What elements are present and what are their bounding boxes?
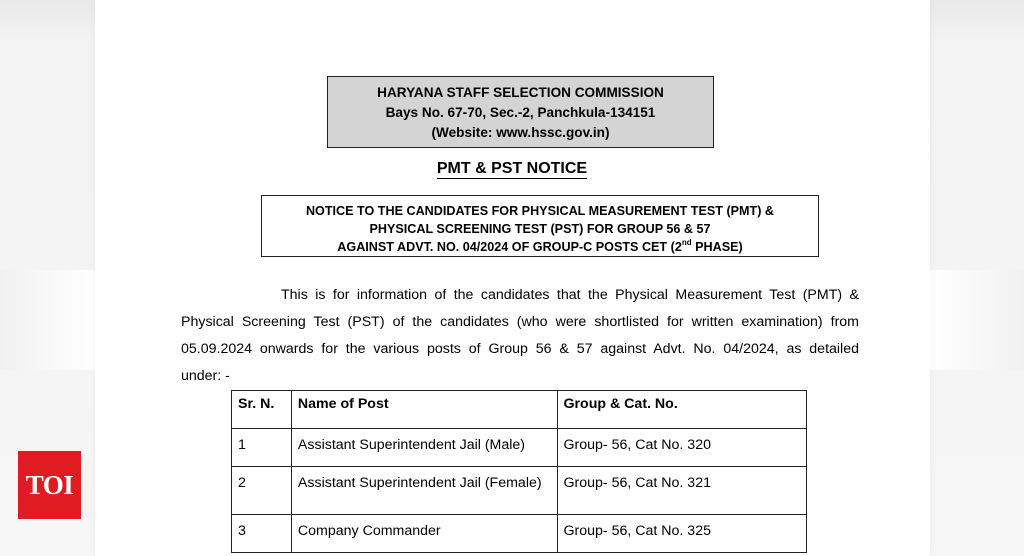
commission-name: HARYANA STAFF SELECTION COMMISSION	[377, 85, 664, 100]
paragraph-line-2: Physical Screening Test (PST) of the candidates (who were shortlisted for written examination) from	[181, 314, 859, 330]
cell-post: Company Commander	[291, 515, 557, 553]
table-header-row	[232, 391, 807, 429]
cell-sr: 3	[232, 515, 292, 553]
right-shadow	[930, 270, 1024, 370]
header-group-cat: Group & Cat. No.	[557, 391, 807, 429]
posts-table	[231, 390, 807, 553]
notice-title-text: PMT & PST NOTICE	[436, 160, 588, 177]
header-post-name: Name of Post	[291, 391, 557, 429]
commission-address: Bays No. 67-70, Sec.-2, Panchkula-134151	[385, 105, 656, 120]
commission-website: (Website: www.hssc.gov.in)	[431, 125, 610, 140]
subject-line-3-start: AGAINST ADVT. NO. 04/2024 OF GROUP-C POSTS CET (2	[337, 240, 682, 254]
cell-post: Assistant Superintendent Jail (Male)	[291, 429, 557, 467]
cell-group: Group- 56, Cat No. 321	[557, 467, 807, 515]
header-sr-no: Sr. N.	[232, 391, 292, 429]
notice-paragraph	[181, 282, 859, 390]
paragraph-line-3: 05.09.2024 onwards for the various posts of Group 56 & 57 against Advt. No. 04/2024, as detailed	[181, 341, 859, 357]
commission-header	[327, 76, 714, 148]
cell-sr: 1	[232, 429, 292, 467]
cell-post: Assistant Superintendent Jail (Female)	[291, 467, 557, 515]
cell-group: Group- 56, Cat No. 325	[557, 515, 807, 553]
cell-sr: 2	[232, 467, 292, 515]
subject-line-1: NOTICE TO THE CANDIDATES FOR PHYSICAL MEASUREMENT TEST (PMT) &	[305, 204, 775, 218]
cell-group: Group- 56, Cat No. 320	[557, 429, 807, 467]
subject-line-3	[262, 238, 818, 256]
table-row	[232, 515, 807, 553]
table-row	[232, 467, 807, 515]
paragraph-line-4: under: -	[181, 368, 230, 384]
subject-superscript: nd	[681, 238, 692, 247]
notice-title	[0, 160, 1024, 178]
notice-subject	[261, 195, 819, 257]
paragraph-line-1-text: This is for information of the candidates that the Physical Measurement Test (PMT) &	[281, 287, 859, 303]
paragraph-line-1	[181, 282, 859, 309]
toi-logo: TOI	[18, 451, 81, 519]
subject-line-3-end: PHASE)	[691, 240, 743, 254]
left-shadow	[0, 270, 95, 370]
table-row	[232, 429, 807, 467]
subject-line-2: PHYSICAL SCREENING TEST (PST) FOR GROUP 56 & 57	[369, 222, 711, 236]
